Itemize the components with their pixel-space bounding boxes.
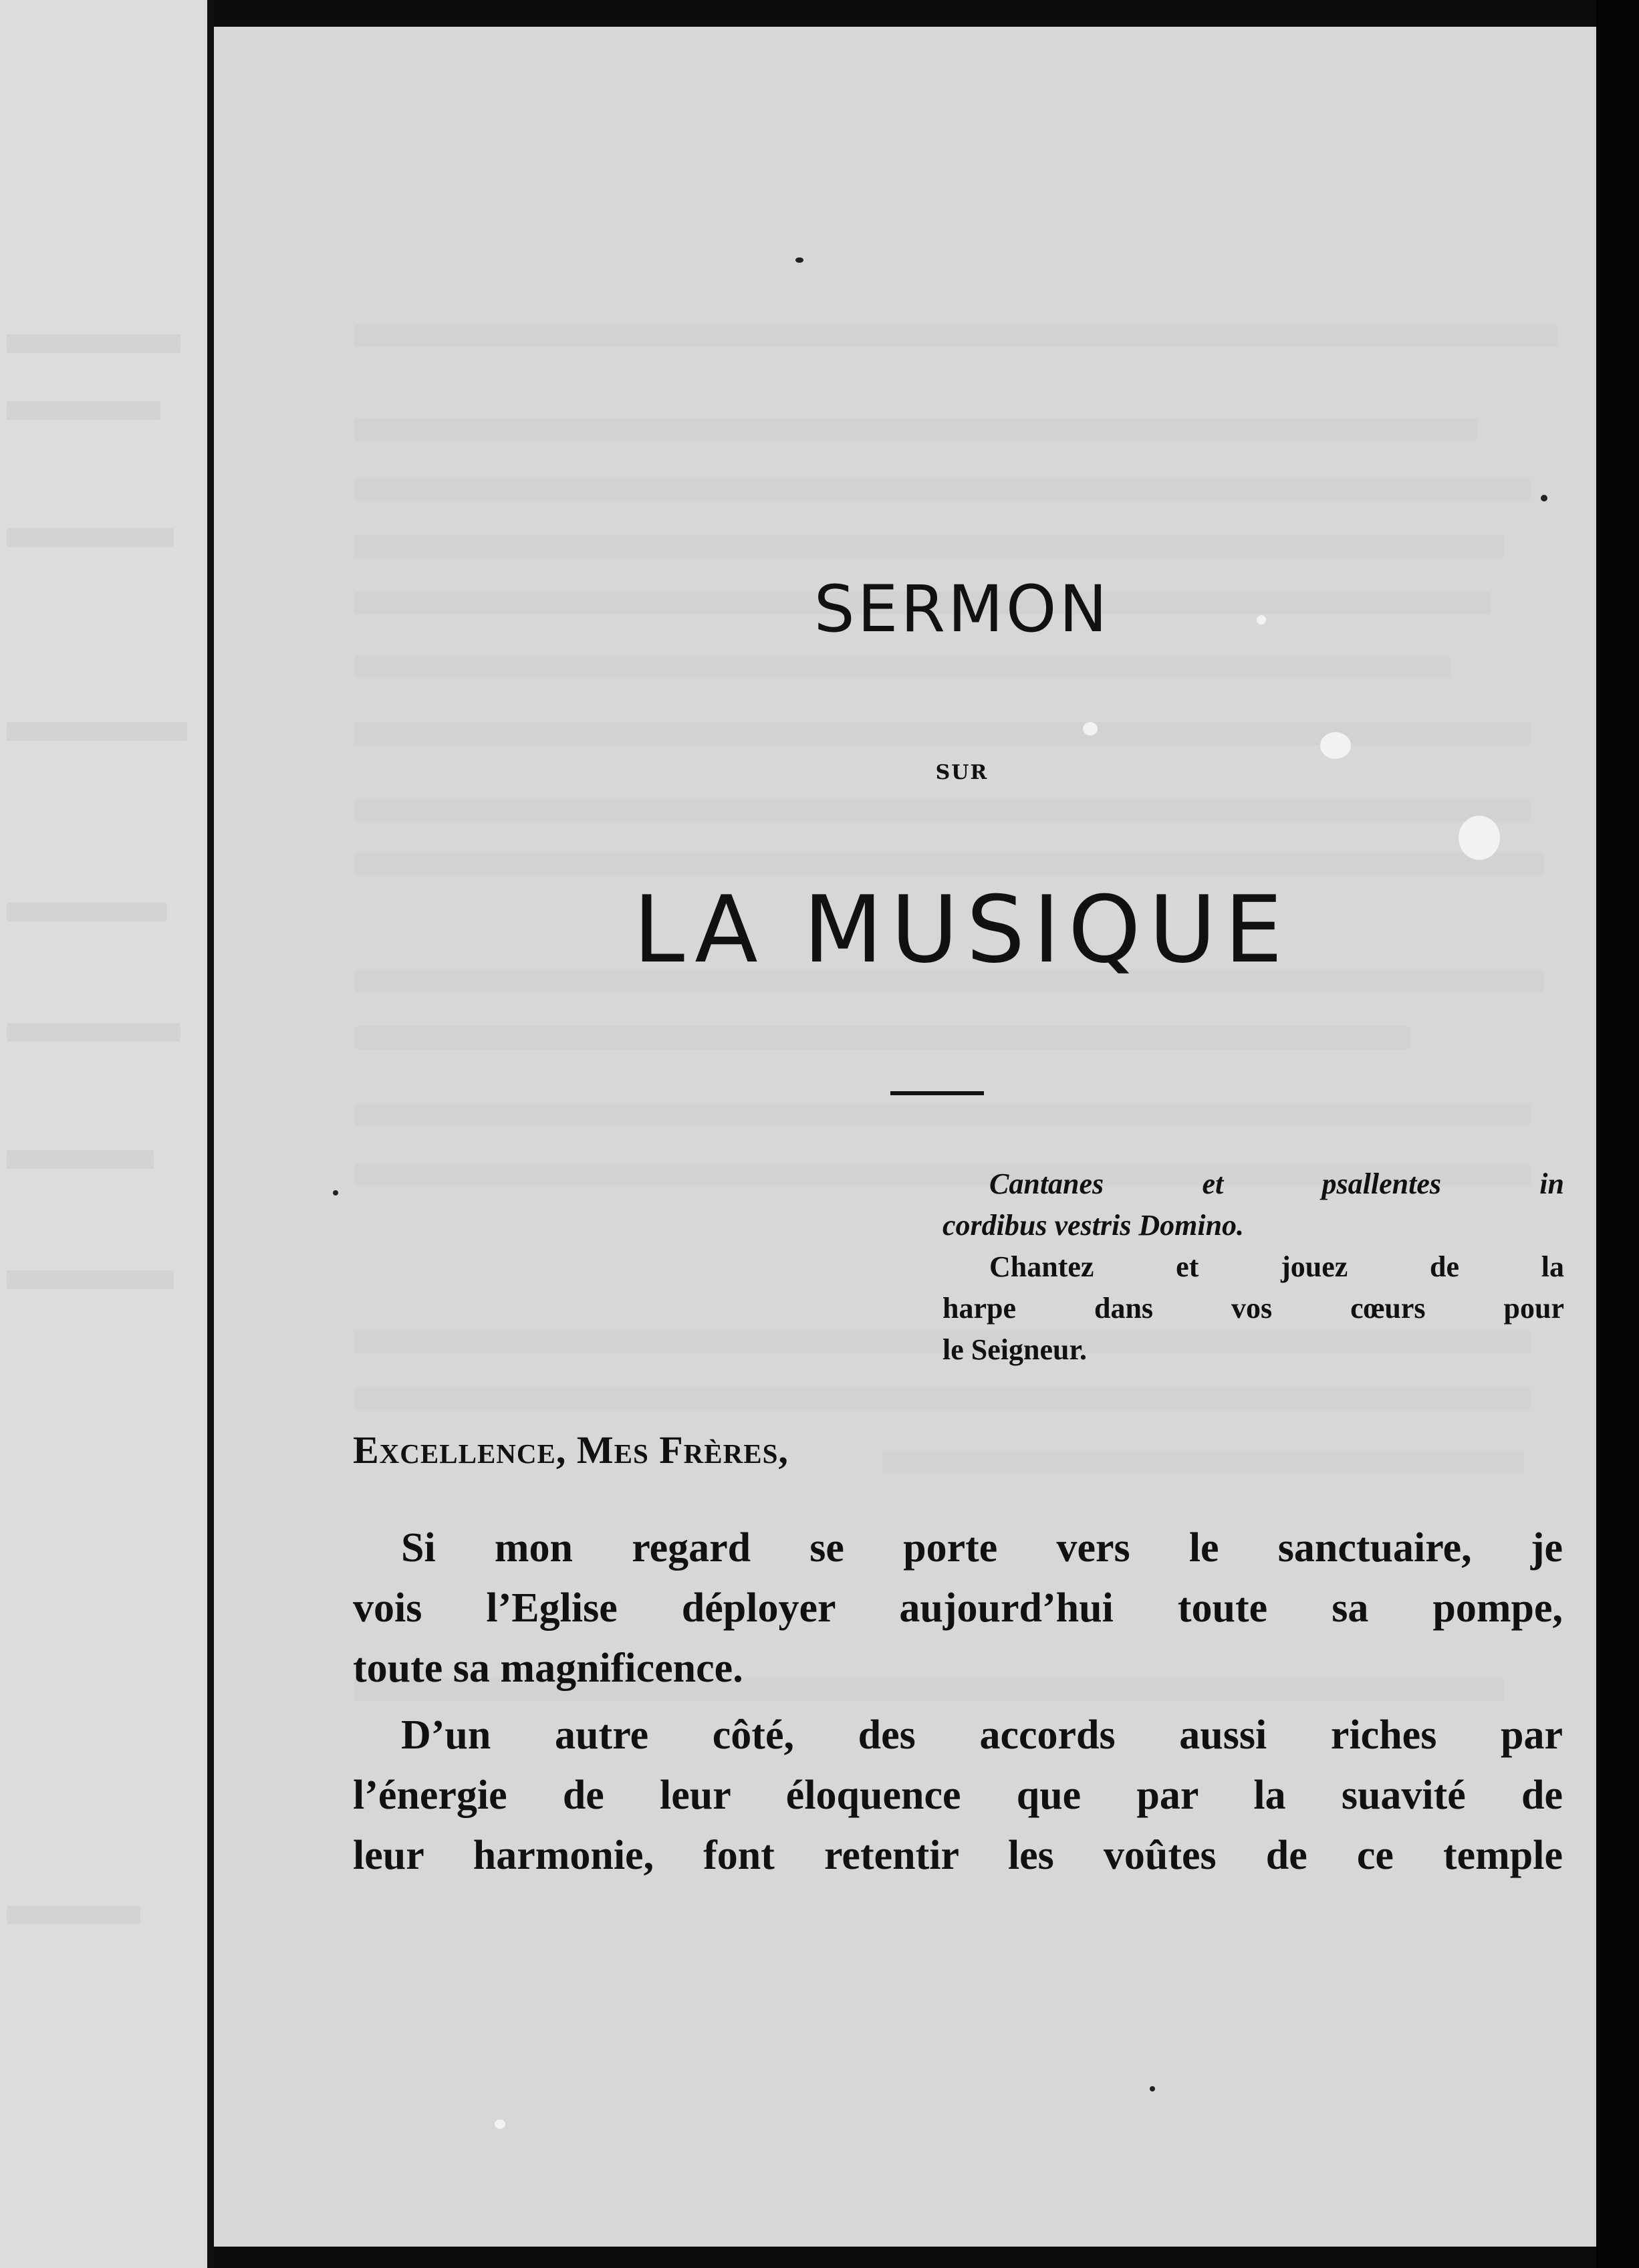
- bleed-through-line: [7, 401, 160, 420]
- epigraph-line: le Seigneur.: [942, 1333, 1087, 1366]
- salutation-text: Excellence, Mes Frères,: [353, 1428, 789, 1472]
- bleed-through-line: [7, 722, 187, 741]
- page-title: SERMON: [813, 572, 1110, 647]
- epigraph: [942, 1163, 1564, 1371]
- paragraph-line: D’un autre côté, des accords aussi riches par: [401, 1712, 1563, 1758]
- bleed-through-line: [7, 334, 180, 353]
- epigraph-line: harpe dans vos cœurs pour: [942, 1292, 1564, 1325]
- bleed-through-line: [7, 1150, 154, 1169]
- scan-border: [1596, 0, 1639, 2268]
- paragraph-line: leur harmonie, font retentir les voûtes de ce temple: [353, 1833, 1563, 1878]
- epigraph-line: cordibus vestris Domino.: [942, 1209, 1245, 1242]
- binding-gutter: [207, 0, 214, 2268]
- bleed-through-line: [7, 1906, 140, 1924]
- bleed-through-line: [7, 1270, 174, 1289]
- bleed-through-line: [7, 1023, 180, 1042]
- page-subject-title: LA MUSIQUE: [633, 876, 1291, 984]
- paragraph-line: l’énergie de leur éloquence que par la suavité de: [353, 1773, 1563, 1818]
- book-page: [214, 27, 1596, 2247]
- page-content: [214, 27, 1596, 2247]
- left-page-fragment: [0, 0, 207, 2268]
- epigraph-line: Cantanes et psallentes in: [989, 1167, 1564, 1200]
- bleed-through-line: [7, 903, 167, 921]
- salutation: [353, 1428, 789, 1472]
- paragraph-line: toute sa magnificence.: [353, 1646, 743, 1691]
- body-text: [353, 1518, 1563, 1886]
- epigraph-line: Chantez et jouez de la: [989, 1250, 1564, 1283]
- epigraph-translation: [942, 1246, 1564, 1371]
- title-connector: SUR: [935, 761, 989, 784]
- bleed-through-line: [7, 528, 174, 547]
- paragraph-line: vois l’Eglise déployer aujourd’hui toute sa pompe,: [353, 1585, 1563, 1631]
- epigraph-latin: [942, 1163, 1564, 1246]
- title-rule: [890, 1091, 984, 1095]
- paragraph-line: Si mon regard se porte vers le sanctuaire, je: [401, 1525, 1563, 1571]
